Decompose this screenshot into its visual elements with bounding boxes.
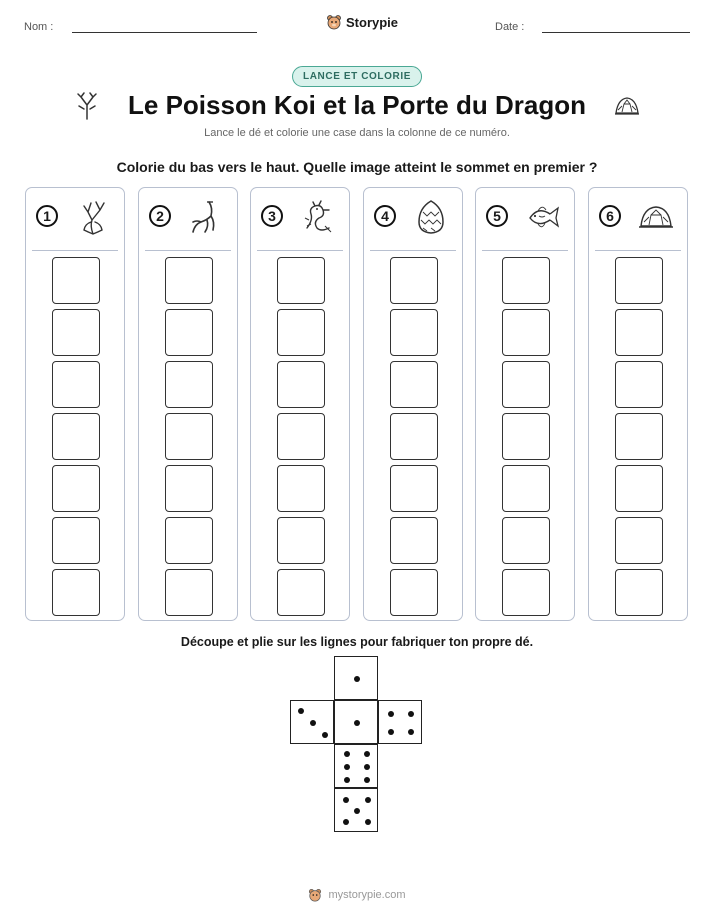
column-divider	[145, 250, 231, 251]
column-number: 6	[599, 205, 621, 227]
name-line[interactable]	[72, 32, 257, 33]
dice-pip	[364, 777, 370, 783]
dice-pip	[388, 729, 394, 735]
dice-pip	[364, 764, 370, 770]
subtitle: Lance le dé et colorie une case dans la colonne de ce numéro.	[204, 127, 510, 139]
koi-fish-icon	[524, 198, 562, 236]
color-box[interactable]	[502, 361, 550, 408]
color-box[interactable]	[277, 465, 325, 512]
color-box[interactable]	[52, 465, 100, 512]
color-box[interactable]	[165, 569, 213, 616]
color-box[interactable]	[165, 413, 213, 460]
column-number: 2	[149, 205, 171, 227]
column-header	[476, 188, 574, 250]
dice-pip	[408, 729, 414, 735]
dice-pip	[354, 808, 360, 814]
color-box[interactable]	[615, 257, 663, 304]
column-divider	[257, 250, 343, 251]
color-box[interactable]	[165, 361, 213, 408]
color-box[interactable]	[502, 257, 550, 304]
footer-url: mystorypie.com	[328, 889, 406, 901]
color-box[interactable]	[615, 413, 663, 460]
color-box[interactable]	[277, 413, 325, 460]
color-box[interactable]	[52, 361, 100, 408]
dice-face-3	[290, 700, 334, 744]
dice-pip	[354, 676, 360, 682]
dice-pip	[344, 751, 350, 757]
dice-pip	[388, 711, 394, 717]
title-row	[0, 90, 714, 121]
color-box[interactable]	[615, 309, 663, 356]
dice-pip	[354, 720, 360, 726]
color-box[interactable]	[390, 517, 438, 564]
bear-mascot-icon	[308, 888, 322, 902]
date-line[interactable]	[542, 32, 690, 33]
color-box[interactable]	[390, 569, 438, 616]
turtle-shell-icon	[637, 198, 675, 236]
column-header	[364, 188, 462, 250]
dice-face-1	[334, 656, 378, 700]
color-box[interactable]	[615, 465, 663, 512]
dice-face-5	[334, 788, 378, 832]
column-header	[139, 188, 237, 250]
brand-name: Storypie	[346, 14, 399, 30]
column-3	[250, 187, 350, 621]
footer	[0, 888, 714, 902]
dragon-icon	[299, 198, 337, 236]
dice-pip	[408, 711, 414, 717]
dice-face-6	[334, 744, 378, 788]
color-box[interactable]	[277, 517, 325, 564]
dice-pip	[344, 764, 350, 770]
dice-pip	[344, 777, 350, 783]
column-divider	[482, 250, 568, 251]
color-box[interactable]	[390, 361, 438, 408]
column-6	[588, 187, 688, 621]
color-box[interactable]	[502, 465, 550, 512]
brand-logo	[326, 14, 398, 30]
dice-pip	[343, 819, 349, 825]
color-box[interactable]	[165, 309, 213, 356]
column-header	[589, 188, 687, 250]
dice-pip	[298, 708, 304, 714]
dragon-egg-icon	[412, 198, 450, 236]
dice-pip	[310, 720, 316, 726]
column-number: 3	[261, 205, 283, 227]
color-box[interactable]	[390, 257, 438, 304]
dice-face-4	[378, 700, 422, 744]
coloring-instruction: Colorie du bas vers le haut. Quelle image atteint le sommet en premier ?	[116, 159, 598, 175]
column-5	[475, 187, 575, 621]
dice-pip	[322, 732, 328, 738]
color-box[interactable]	[277, 257, 325, 304]
bear-mascot-icon	[326, 14, 342, 30]
dragon-claw-icon	[187, 198, 225, 236]
column-1	[25, 187, 125, 621]
color-box[interactable]	[615, 569, 663, 616]
color-box[interactable]	[165, 257, 213, 304]
column-divider	[370, 250, 456, 251]
column-header	[26, 188, 124, 250]
column-divider	[595, 250, 681, 251]
color-box[interactable]	[390, 465, 438, 512]
column-header	[251, 188, 349, 250]
color-box[interactable]	[52, 413, 100, 460]
column-number: 4	[374, 205, 396, 227]
turtle-shell-icon	[612, 91, 642, 121]
column-number: 1	[36, 205, 58, 227]
name-label: Nom :	[24, 21, 54, 33]
activity-badge: LANCE ET COLORIE	[292, 66, 422, 87]
dice-pip	[365, 797, 371, 803]
deer-antler-icon	[72, 91, 102, 121]
color-box[interactable]	[390, 309, 438, 356]
color-box[interactable]	[165, 517, 213, 564]
color-box[interactable]	[165, 465, 213, 512]
dice-net	[290, 656, 426, 836]
color-box[interactable]	[277, 309, 325, 356]
dice-instruction: Découpe et plie sur les lignes pour fabriquer ton propre dé.	[180, 635, 534, 649]
color-box[interactable]	[277, 361, 325, 408]
color-box[interactable]	[52, 257, 100, 304]
color-box[interactable]	[615, 517, 663, 564]
page-title: Le Poisson Koi et la Porte du Dragon	[128, 90, 586, 120]
color-box[interactable]	[502, 517, 550, 564]
color-box[interactable]	[502, 309, 550, 356]
dice-pip	[343, 797, 349, 803]
deer-antler-icon	[74, 198, 112, 236]
column-divider	[32, 250, 118, 251]
color-box[interactable]	[502, 569, 550, 616]
dice-pip	[364, 751, 370, 757]
column-2	[138, 187, 238, 621]
color-box[interactable]	[52, 309, 100, 356]
color-box[interactable]	[615, 361, 663, 408]
color-box[interactable]	[277, 569, 325, 616]
dice-face-1	[334, 700, 378, 744]
column-number: 5	[486, 205, 508, 227]
date-label: Date :	[495, 21, 525, 33]
dice-pip	[365, 819, 371, 825]
color-box[interactable]	[502, 413, 550, 460]
color-box[interactable]	[52, 569, 100, 616]
color-box[interactable]	[390, 413, 438, 460]
color-box[interactable]	[52, 517, 100, 564]
column-4	[363, 187, 463, 621]
